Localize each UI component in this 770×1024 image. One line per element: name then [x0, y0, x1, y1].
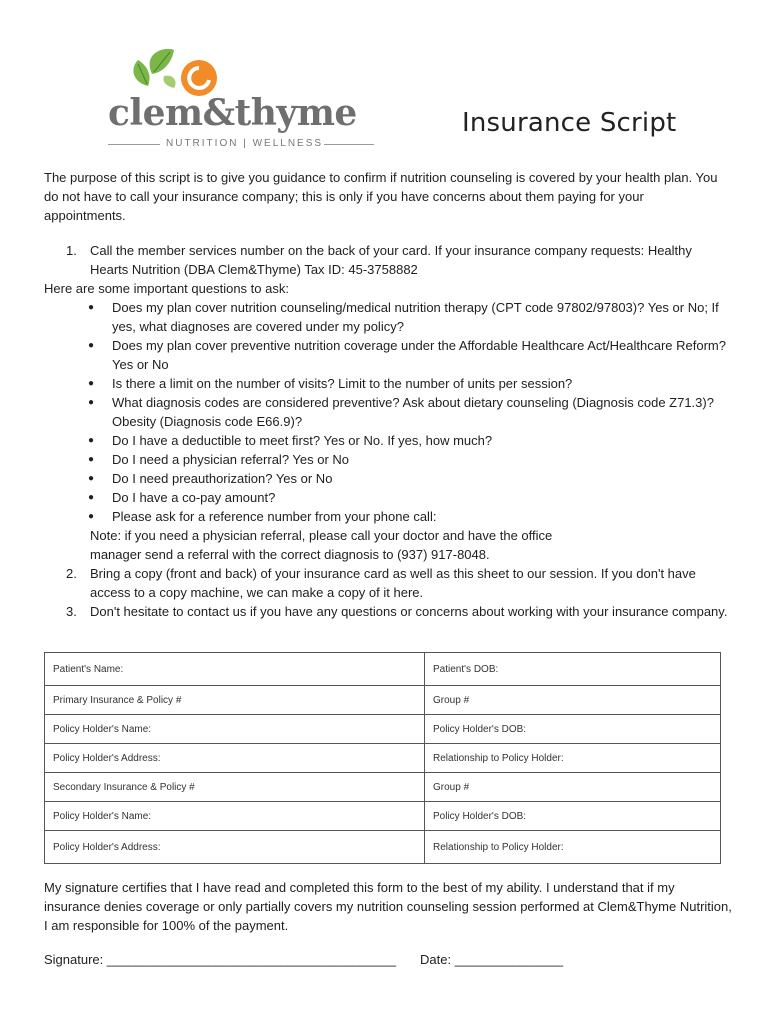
- secondary-relationship-field[interactable]: Relationship to Policy Holder:: [425, 831, 721, 864]
- tagline-row: [108, 136, 378, 152]
- primary-insurance-field[interactable]: Primary Insurance & Policy #: [45, 686, 425, 715]
- question-list: [44, 298, 729, 526]
- list-item: ● Is there a limit on the number of visits? Limit to the number of units per session?: [88, 376, 573, 391]
- table-row: [45, 802, 721, 831]
- table-row: [45, 686, 721, 715]
- brand-tagline: NUTRITION | WELLNESS: [166, 138, 324, 149]
- list-item: ● Do I need preauthorization? Yes or No: [88, 471, 333, 486]
- bullet-icon: ●: [88, 435, 95, 446]
- bullet-icon: ●: [88, 473, 95, 484]
- list-item: ● Do I have a co-pay amount?: [88, 490, 276, 505]
- table-row: [45, 653, 721, 686]
- list-item: ● Does my plan cover preventive nutrition coverage under the Affordable Healthcare Act/Healthcare Reform? Yes or No: [88, 338, 726, 372]
- brand-name: clem&thyme: [108, 92, 357, 134]
- questions-intro: Here are some important questions to ask:: [44, 281, 289, 296]
- policy-holder-address-field[interactable]: Policy Holder's Address:: [45, 744, 425, 773]
- table-row: [45, 744, 721, 773]
- secondary-holder-name-field[interactable]: Policy Holder's Name:: [45, 802, 425, 831]
- bullet-icon: ●: [88, 492, 95, 503]
- list-item: ● What diagnosis codes are considered preventive? Ask about dietary counseling (Diagnosis code Z71.3)? Obesity (Diagnosis code E66.9)?: [88, 395, 714, 429]
- step-number: 1.: [66, 243, 77, 258]
- patient-dob-field[interactable]: Patient's DOB:: [425, 653, 721, 686]
- relationship-field[interactable]: Relationship to Policy Holder:: [425, 744, 721, 773]
- step-1: [44, 241, 729, 279]
- table-row: [45, 831, 721, 864]
- step-text: Don't hesitate to contact us if you have any questions or concerns about working with your insurance company.: [90, 604, 728, 619]
- secondary-insurance-field[interactable]: Secondary Insurance & Policy #: [45, 773, 425, 802]
- bullet-icon: ●: [88, 302, 95, 313]
- note-line-2: manager send a referral with the correct diagnosis to (937) 917-8048.: [90, 547, 490, 562]
- bullet-icon: ●: [88, 397, 95, 408]
- patient-name-field[interactable]: Patient's Name:: [45, 653, 425, 686]
- divider: [108, 144, 160, 145]
- list-item: ● Do I need a physician referral? Yes or No: [88, 452, 350, 467]
- page-title: Insurance Script: [462, 108, 677, 138]
- divider: [324, 144, 374, 145]
- date-field[interactable]: Date: _______________: [420, 952, 564, 967]
- company-logo: [108, 46, 378, 158]
- bullet-icon: ●: [88, 454, 95, 465]
- steps-list: [44, 241, 729, 621]
- step-text: Call the member services number on the back of your card. If your insurance company requests: Healthy Hearts Nutrition (DBA Clem&Thyme) Tax ID: 45-3758882: [90, 243, 692, 277]
- step-2: [44, 564, 729, 602]
- step-3: [44, 602, 729, 621]
- list-item: ● Do I have a deductible to meet first? Yes or No. If yes, how much?: [88, 433, 493, 448]
- patient-info-form: [44, 652, 721, 864]
- policy-holder-name-field[interactable]: Policy Holder's Name:: [45, 715, 425, 744]
- table-row: [45, 773, 721, 802]
- secondary-holder-dob-field[interactable]: Policy Holder's DOB:: [425, 802, 721, 831]
- table-row: [45, 715, 721, 744]
- list-item: ● Does my plan cover nutrition counseling/medical nutrition therapy (CPT code 97802/97803)? Yes or No; If yes, what diagnoses are covered under my policy?: [88, 300, 719, 334]
- primary-group-field[interactable]: Group #: [425, 686, 721, 715]
- step-number: 2.: [66, 566, 77, 581]
- secondary-holder-address-field[interactable]: Policy Holder's Address:: [45, 831, 425, 864]
- bullet-icon: ●: [88, 378, 95, 389]
- step-number: 3.: [66, 604, 77, 619]
- step-text: Bring a copy (front and back) of your insurance card as well as this sheet to our session. If you don't have access to a copy machine, we can make a copy of it here.: [90, 566, 696, 600]
- signature-field[interactable]: Signature: ________________________________________: [44, 952, 397, 967]
- bullet-icon: ●: [88, 340, 95, 351]
- certification-text: My signature certifies that I have read and completed this form to the best of my ability. I understand that if my insurance denies coverage or only partially covers my nutrition counseling session performed at Clem&Thyme Nutrition, I am responsible for 100% of the payment.: [44, 880, 732, 933]
- list-item: ● Please ask for a reference number from your phone call:: [88, 509, 437, 524]
- note-line-1: Note: if you need a physician referral, please call your doctor and have the office: [90, 528, 553, 543]
- intro-paragraph: The purpose of this script is to give you guidance to confirm if nutrition counseling is covered by your health plan. You do not have to call your insurance company; this is only if you have concerns about them paying for your appointments.: [44, 170, 718, 223]
- secondary-group-field[interactable]: Group #: [425, 773, 721, 802]
- bullet-icon: ●: [88, 511, 95, 522]
- policy-holder-dob-field[interactable]: Policy Holder's DOB:: [425, 715, 721, 744]
